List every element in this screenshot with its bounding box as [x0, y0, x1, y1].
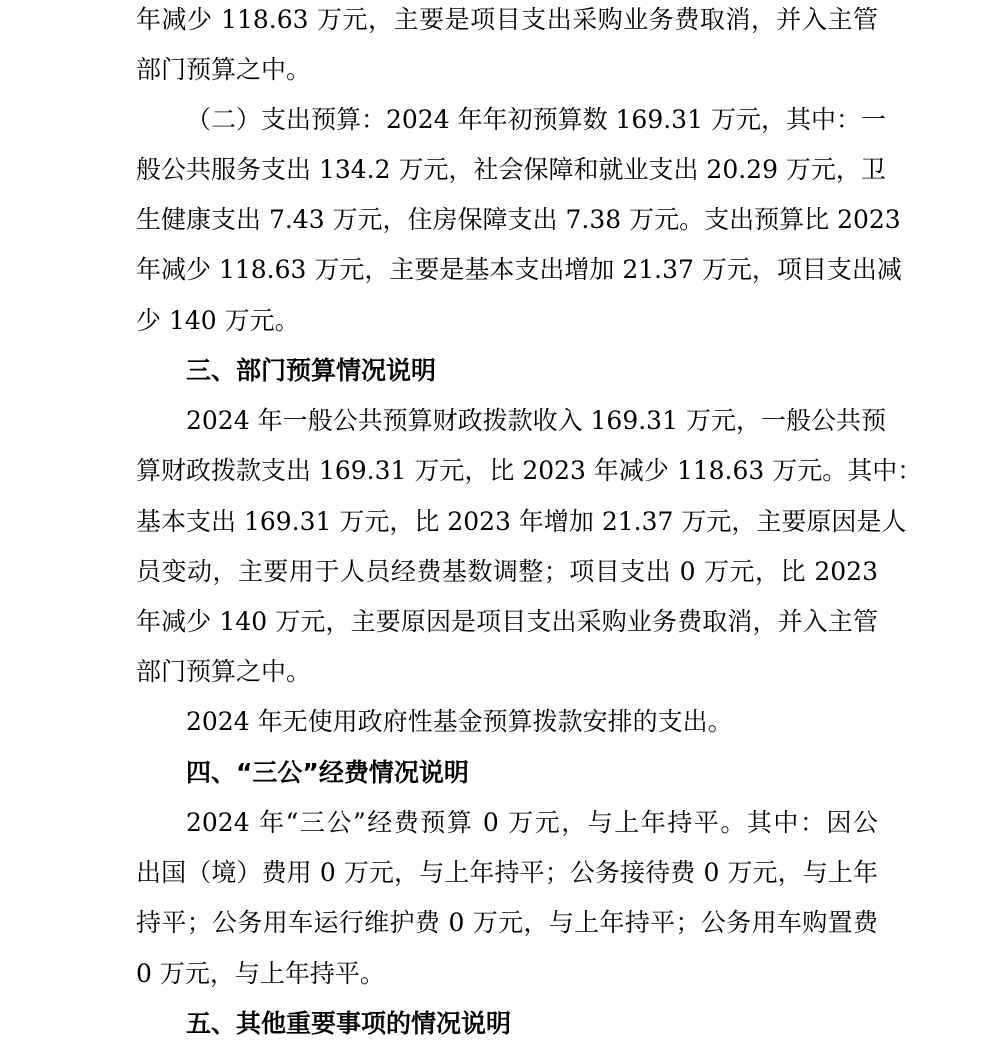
- paragraph-line: （二）支出预算：2024 年年初预算数 169.31 万元，其中：一: [186, 105, 886, 134]
- paragraph-line: 2024 年一般公共预算财政拨款收入 169.31 万元，一般公共预: [186, 406, 886, 435]
- paragraph-line: 持平；公务用车运行维护费 0 万元，与上年持平；公务用车购置费: [136, 908, 878, 937]
- paragraph-line: 部门预算之中。: [136, 657, 312, 686]
- paragraph-line: 0 万元，与上年持平。: [136, 959, 385, 988]
- paragraph-line: 出国（境）费用 0 万元，与上年持平；公务接待费 0 万元，与上年: [136, 858, 878, 887]
- paragraph-line: 部门预算之中。: [136, 55, 312, 84]
- paragraph-line: 员变动，主要用于人员经费基数调整；项目支出 0 万元，比 2023: [136, 557, 878, 586]
- section-heading: 四、“三公”经费情况说明: [186, 758, 469, 787]
- section-heading: 五、其他重要事项的情况说明: [186, 1009, 512, 1038]
- paragraph-line: 算财政拨款支出 169.31 万元，比 2023 年减少 118.63 万元。其中：: [136, 456, 923, 485]
- paragraph-line: 年减少 118.63 万元，主要是基本支出增加 21.37 万元，项目支出减: [136, 255, 902, 284]
- paragraph-line: 2024 年“三公”经费预算 0 万元，与上年持平。其中：因公: [186, 808, 878, 837]
- paragraph-line: 年减少 118.63 万元，主要是项目支出采购业务费取消，并入主管: [136, 5, 878, 34]
- paragraph-line: 般公共服务支出 134.2 万元，社会保障和就业支出 20.29 万元，卫: [136, 155, 886, 184]
- paragraph-line: 生健康支出 7.43 万元，住房保障支出 7.38 万元。支出预算比 2023: [136, 205, 901, 234]
- paragraph-line: 年减少 140 万元，主要原因是项目支出采购业务费取消，并入主管: [136, 607, 878, 636]
- paragraph-line: 少 140 万元。: [136, 306, 300, 335]
- paragraph-line: 基本支出 169.31 万元，比 2023 年增加 21.37 万元，主要原因是人: [136, 507, 907, 536]
- paragraph-line: 2024 年无使用政府性基金预算拨款安排的支出。: [186, 707, 733, 736]
- section-heading: 三、部门预算情况说明: [186, 356, 437, 385]
